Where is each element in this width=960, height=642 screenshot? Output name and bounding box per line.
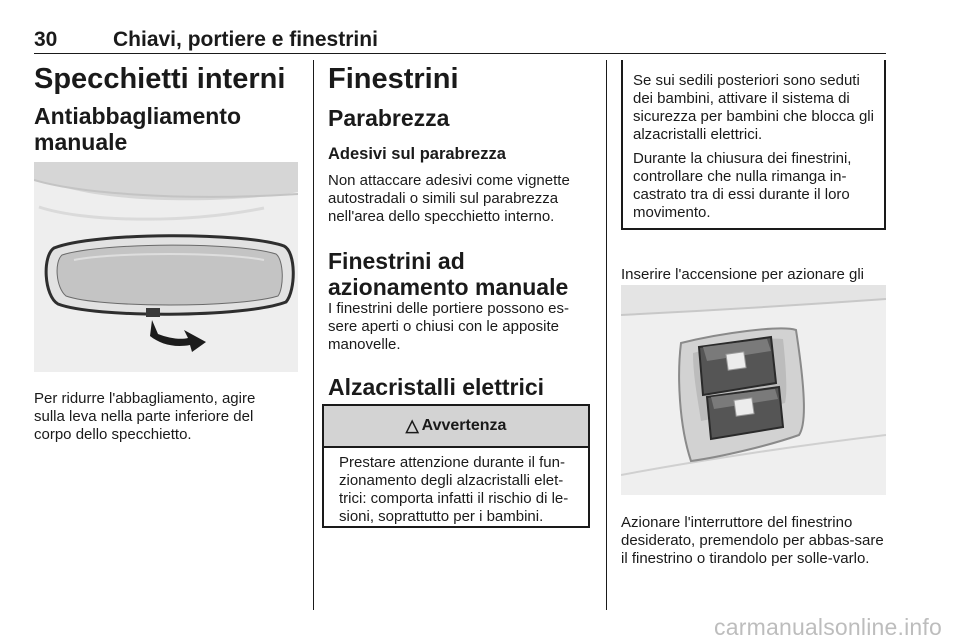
child-safety-note-box	[621, 60, 886, 230]
subheading-windscreen: Parabrezza	[328, 105, 450, 131]
window-switch-illustration	[621, 285, 886, 495]
header-rule	[34, 53, 886, 54]
closing-caution-note: Durante la chiusura dei finestrini, controllare che nulla rimanga in-castrato tra di essi durante il loro movimento.	[633, 150, 852, 221]
subheading-power-windows: Alzacristalli elettrici	[328, 374, 545, 400]
mirror-instructions: Per ridurre l'abbagliamento, agire sulla leva nella parte inferiore del corpo dello specchietto.	[34, 390, 256, 443]
windscreen-stickers-text: Non attaccare adesivi come vignette autostradali o simili sul parabrezza nell'area dello specchietto interno.	[328, 172, 570, 225]
switch-operation-instruction: Azionare l'interruttore del finestrino desiderato, premendolo per abbas-sare il finestrino o tirandolo per solle-varlo.	[621, 514, 884, 567]
watermark: carmanualsonline.info	[714, 614, 942, 640]
page-number: 30	[34, 28, 58, 51]
warning-box	[322, 404, 590, 528]
warning-triangle-icon: △	[405, 416, 419, 435]
warning-text: Prestare attenzione durante il fun-zionamento degli alzacristalli elet-trici: comporta infatti il rischio di le-sioni, soprattutto per i bambini.	[339, 454, 569, 525]
subheading-manual-windows: Finestrini ad azionamento manuale	[328, 248, 569, 300]
column-divider-1	[313, 60, 314, 610]
subheading-windscreen-stickers: Adesivi sul parabrezza	[328, 145, 506, 163]
column-divider-2	[606, 60, 607, 610]
manual-windows-text: I finestrini delle portiere possono es-sere aperti o chiusi con le apposite manovelle.	[328, 300, 569, 353]
subheading-manual-antiglare: Antiabbagliamento manuale	[34, 103, 242, 155]
child-safety-note: Se sui sedili posteriori sono seduti dei bambini, attivare il sistema di sicurezza per bambini che blocca gli alzacristalli elettrici.	[633, 72, 874, 143]
warning-header	[324, 406, 588, 448]
section-heading-windows: Finestrini	[328, 63, 459, 95]
mirror-illustration	[34, 162, 298, 372]
section-heading-interior-mirror: Specchietti interni	[34, 63, 286, 95]
ignition-instruction: Inserire l'accensione per azionare gli	[621, 266, 864, 283]
warning-title: Avvertenza	[421, 417, 507, 434]
chapter-title: Chiavi, portiere e finestrini	[113, 28, 378, 51]
